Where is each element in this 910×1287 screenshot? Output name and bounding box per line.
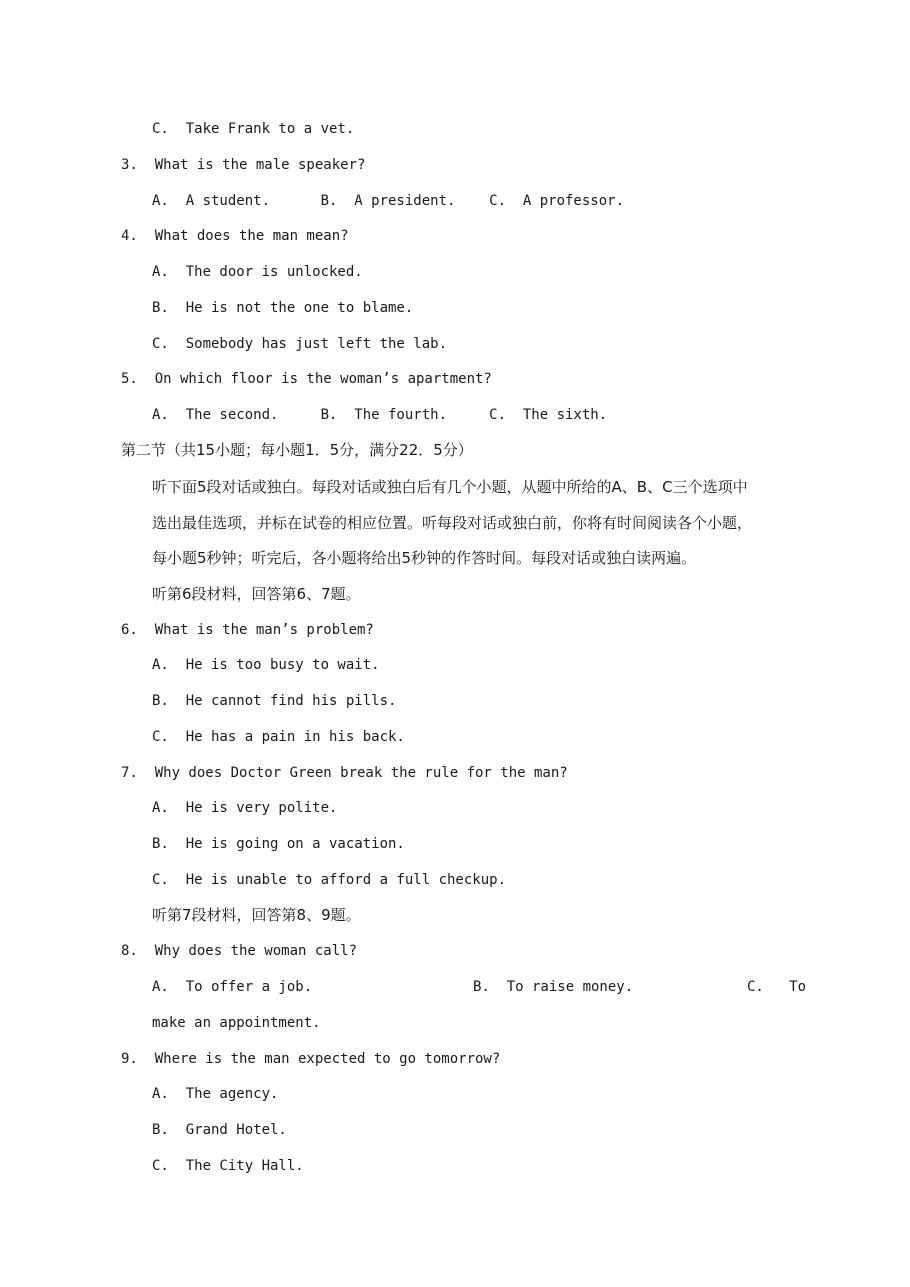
q6-option-c: C. He has a pain in his back. <box>152 729 405 745</box>
question-8: 8. Why does the woman call? <box>121 943 358 959</box>
question-7: 7. Why does Doctor Green break the rule for the man? <box>121 765 568 781</box>
q3-options: A. A student. B. A president. C. A professor. <box>152 193 625 209</box>
instruction-line-3: 每小题5秒钟；听完后，各小题将给出5秒钟的作答时间。每段对话或独白读两遍。 <box>152 549 697 567</box>
q4-option-c: C. Somebody has just left the lab. <box>152 336 448 352</box>
q4-option-a: A. The door is unlocked. <box>152 264 363 280</box>
q8-option-c-continued: make an appointment. <box>152 1015 321 1031</box>
q7-option-c: C. He is unable to afford a full checkup. <box>152 872 507 888</box>
question-3: 3. What is the male speaker? <box>121 157 366 173</box>
q9-option-c: C. The City Hall. <box>152 1158 304 1174</box>
question-9: 9. Where is the man expected to go tomorrow? <box>121 1051 501 1067</box>
q7-option-b: B. He is going on a vacation. <box>152 836 405 852</box>
q4-option-b: B. He is not the one to blame. <box>152 300 414 316</box>
instruction-line-2: 选出最佳选项，并标在试卷的相应位置。听每段对话或独白前，你将有时间阅读各个小题， <box>152 514 753 532</box>
material-6-heading: 听第6段材料，回答第6、7题。 <box>152 585 361 603</box>
q8-option-a: A. To offer a job. <box>152 979 313 995</box>
q7-option-a: A. He is very polite. <box>152 800 338 816</box>
q2-option-c: C. Take Frank to a vet. <box>152 121 355 137</box>
q8-option-c: C. To <box>747 979 807 995</box>
instruction-line-1: 听下面5段对话或独白。每段对话或独白后有几个小题，从题中所给的A、B、C三个选项中 <box>152 478 748 496</box>
q5-options: A. The second. B. The fourth. C. The sixth. <box>152 407 608 423</box>
question-4: 4. What does the man mean? <box>121 228 349 244</box>
section-2-heading: 第二节（共15小题；每小题1．5分，满分22．5分） <box>121 441 473 459</box>
q6-option-b: B. He cannot find his pills. <box>152 693 397 709</box>
q9-option-b: B. Grand Hotel. <box>152 1122 287 1138</box>
material-7-heading: 听第7段材料，回答第8、9题。 <box>152 906 361 924</box>
question-6: 6. What is the man’s problem? <box>121 622 374 638</box>
question-5: 5. On which floor is the woman’s apartment? <box>121 371 492 387</box>
q6-option-a: A. He is too busy to wait. <box>152 657 380 673</box>
q8-option-b: B. To raise money. <box>473 979 634 995</box>
q9-option-a: A. The agency. <box>152 1086 279 1102</box>
